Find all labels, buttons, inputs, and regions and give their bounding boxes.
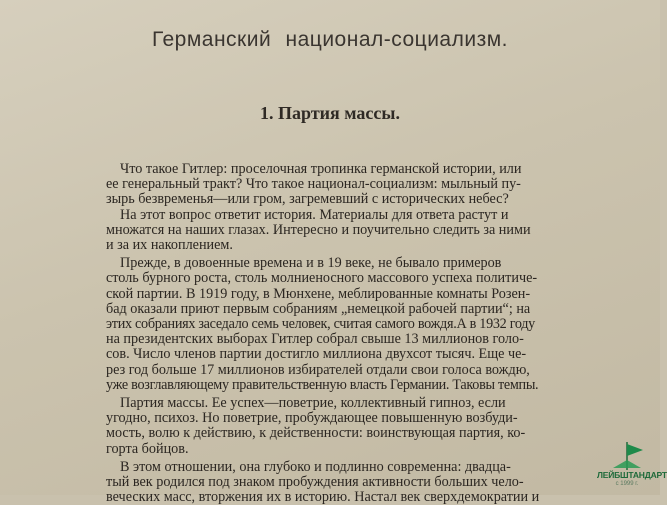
text-line: В этом отношении, она глубоко и подлинно современна: двадца- [120, 458, 511, 475]
text-line: горта бойцов. [106, 440, 189, 457]
text-line: тый век родился под знаком пробуждения активности больших чело- [106, 474, 524, 491]
body-text [106, 162, 576, 505]
text-line: ской партии. В 1919 году, в Мюнхене, меблированные комнаты Розен- [106, 285, 531, 302]
text-line: Прежде, в довоенные времена и в 19 веке, не бывало примеров [120, 255, 502, 272]
text-line: множатся на наших глазах. Интересно и поучительно следить за ними [106, 221, 531, 238]
text-line: сов. Число членов партии достигло миллиона двухсот тысяч. Еще че- [106, 346, 527, 363]
text-line: рез год больше 17 миллионов избирателей отдали свои голоса вождю, [106, 361, 530, 378]
watermark-name: ЛЕЙБШТАНДАРТ [597, 470, 667, 480]
text-line: на президентских выборах Гитлер собрал свыше 13 миллионов голо- [106, 331, 524, 348]
text-line: этих собраниях заседало семь человек, считая самого вождя.А в 1932 году [106, 316, 535, 333]
text-line: Партия массы. Ее успех—поветрие, коллективный гипноз, если [120, 395, 506, 412]
text-line: зырь безвременья—или гром, загремевший с исторических небес? [106, 191, 509, 208]
watermark-logo [597, 440, 667, 490]
text-line: уже возглавляющему правительственную власть Германии. Таковы темпы. [106, 376, 539, 393]
text-line: столь бурного роста, столь молниеносного массового успеха политиче- [106, 270, 538, 287]
text-line: Что такое Гитлер: проселочная тропинка германской истории, или [120, 161, 522, 177]
section-heading: 1. Партия массы. [260, 103, 400, 123]
text-line: На этот вопрос ответит история. Материалы для ответа растут и [120, 206, 509, 223]
text-line: угодно, психоз. Но поветрие, пробуждающее повышенную возбуди- [106, 410, 518, 427]
watermark-sub: с 1999 г. [615, 481, 639, 487]
text-line: ее генеральный тракт? Что такое национал-социализм: мыльный пу- [106, 176, 521, 193]
text-line: и за их накоплением. [106, 237, 233, 254]
text-line: веческих масс, вторжения их в историю. Настал век сверхдемократии и [106, 489, 540, 505]
flag-logo-icon [607, 440, 647, 472]
text-line: бад оказали приют первым собраниям „немецкой рабочей партии“; на [106, 300, 531, 317]
text-line: мость, волю к действию, к действенности: воинствующая партия, ко- [106, 425, 526, 442]
page-title: Германский национал-социализм. [152, 28, 508, 51]
